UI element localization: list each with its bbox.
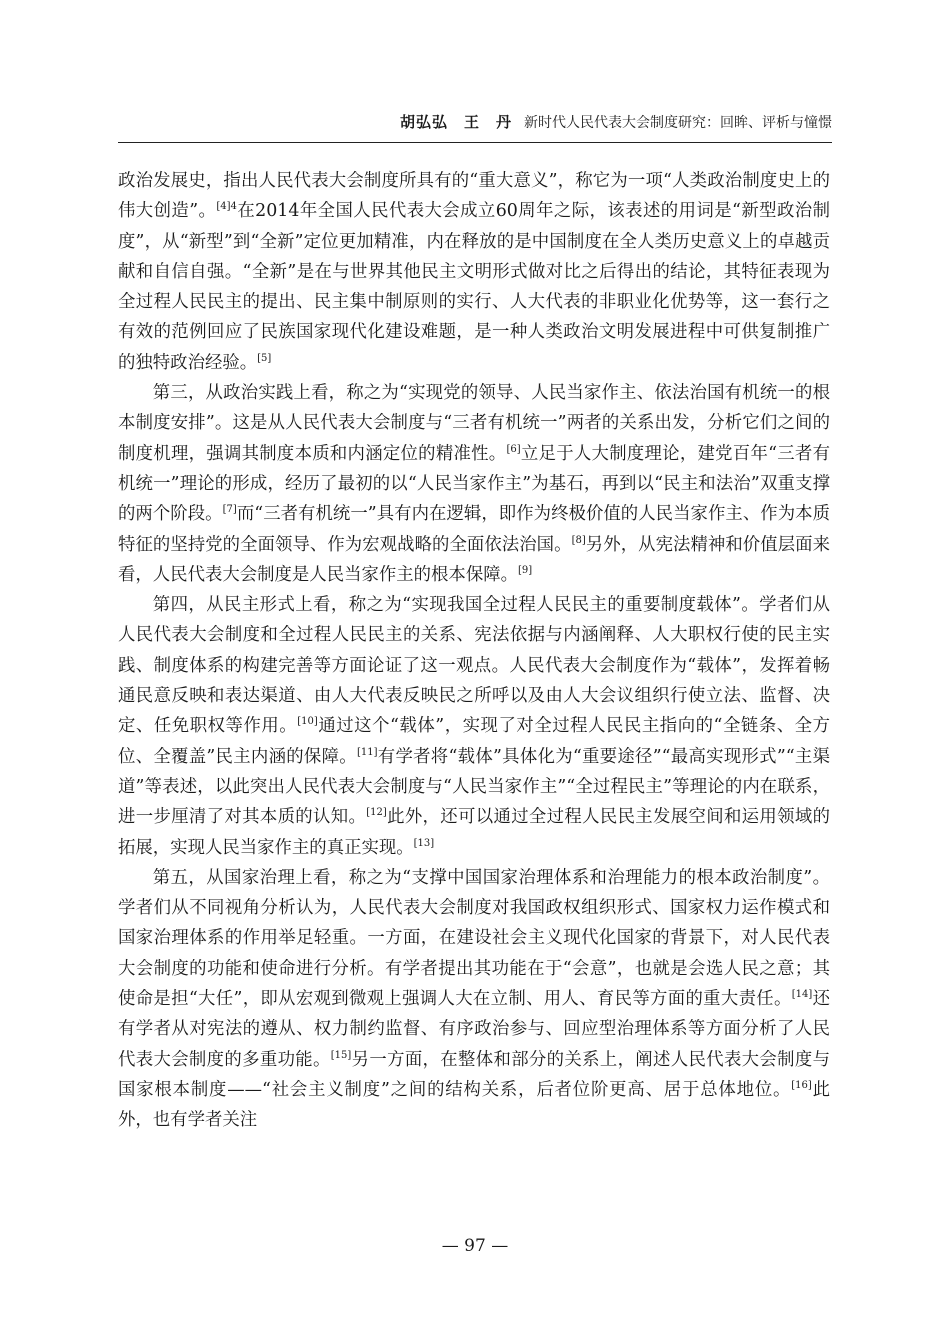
paragraph-text: 在2014年全国人民代表大会成立60周年之际，该表述的用词是“新型政治制度”，从“新型”到“全新”定位更加精准，内在释放的是中国制度在全人类历史意义上的卓越贡献和自信自强。“全新”是在与世界其他民主文明形式做对比之后得出的结论，其特征表现为全过程人民民主的提出、民主集中制原则的实行、人大代表的非职业化优势等，这一套行之有效的范例回应了民族国家现代化建设难题，是一种人类政治文明发展进程中可供复制推广的独特政治经验。 xyxy=(118,201,830,373)
body-paragraph xyxy=(118,378,830,590)
running-header xyxy=(118,112,832,133)
header-rule xyxy=(118,142,832,143)
citation-ref: [5] xyxy=(257,352,272,364)
paragraph-text: 此外，也有学者关注 xyxy=(118,1079,830,1131)
paragraph-text: 第四，从民主形式上看，称之为“实现我国全过程人民民主的重要制度载体”。学者们从人民代表大会制度和全过程人民民主的关系、宪法依据与内涵阐释、人大职权行使的民主实践、制度体系的构建完善等方面论证了这一观点。人民代表大会制度作为“载体”，发挥着畅通民意反映和表达渠道、由人大代表反映民之所呼以及由人大会议组织行使立法、监督、决定、任免职权等作用。 xyxy=(118,595,830,737)
paragraph-text: 还有学者从对宪法的遵从、权力制约监督、有序政治参与、回应型治理体系等方面分析了人民代表大会制度的多重功能。 xyxy=(118,989,830,1070)
paragraph-text: 通过这个“载体”，实现了对全过程人民民主指向的“全链条、全方位、全覆盖”民主内涵的保障。 xyxy=(118,716,830,767)
citation-ref: [8] xyxy=(571,534,586,546)
body-paragraph xyxy=(118,863,830,1136)
paragraph-text: 政治发展史，指出人民代表大会制度所具有的“重大意义”，称它为一项“人类政治制度史上的伟大创造”。 xyxy=(118,171,830,222)
body-paragraph xyxy=(118,590,830,863)
paragraph-text: 此外，还可以通过全过程人民民主发展空间和运用领域的拓展，实现人民当家作主的真正实现。 xyxy=(118,807,830,858)
paragraph-text: 第五，从国家治理上看，称之为“支撑中国国家治理体系和治理能力的根本政治制度”。学者们从不同视角分析认为，人民代表大会制度对我国政权组织形式、国家权力运作模式和国家治理体系的作用举足轻重。一方面，在建设社会主义现代化国家的背景下，对人民代表大会制度的功能和使命进行分析。有学者提出其功能在于“会意”，也就是会选人民之意；其使命是担“大任”，即从宏观到微观上强调人大在立制、用人、育民等方面的重大责任。 xyxy=(118,867,830,1010)
header-article-title: 新时代人民代表大会制度研究：回眸、评析与憧憬 xyxy=(524,115,832,131)
citation-ref: [15] xyxy=(330,1049,352,1061)
header-authors: 胡弘弘 王 丹 xyxy=(399,113,512,131)
paragraph-text: 另外，从宪法精神和价值层面来看，人民代表大会制度是人民当家作主的根本保障。 xyxy=(118,534,830,585)
paragraph-text: 第三，从政治实践上看，称之为“实现党的领导、人民当家作主、依法治国有机统一的根本制度安排”。这是从人民代表大会制度与“三者有机统一”两者的关系出发，分析它们之间的制度机理，强调其制度本质和内涵定位的精准性。 xyxy=(118,383,830,464)
paragraph-text: 有学者将“载体”具体化为“重要途径”“最高实现形式”“主渠道”等表述，以此突出人民代表大会制度与“人民当家作主”“全过程民主”等理论的内在联系，进一步厘清了对其本质的认知。 xyxy=(118,746,830,828)
citation-ref: [10] xyxy=(297,716,318,728)
paragraph-text: 立足于人大制度理论，建党百年“三者有机统一”理论的形成，经历了最初的以“人民当家作主”为基石，再到以“民主和法治”双重支撑的两个阶段。 xyxy=(118,443,830,525)
citation-ref: [9] xyxy=(518,565,533,577)
body-paragraph xyxy=(118,166,830,378)
citation-ref: [7] xyxy=(222,504,237,516)
citation-ref: [14] xyxy=(791,989,813,1001)
citation-ref: [11] xyxy=(356,746,378,758)
citation-ref: [12] xyxy=(366,807,387,819)
paragraph-text: 而“三者有机统一”具有内在逻辑，即作为终极价值的人民当家作主、作为本质特征的坚持党的全面领导、作为宏观战略的全面依法治国。 xyxy=(118,504,830,555)
citation-ref: [13] xyxy=(413,837,435,849)
paragraph-text: 另一方面，在整体和部分的关系上，阐述人民代表大会制度与国家根本制度——“社会主义制度”之间的结构关系，后者位阶更高、居于总体地位。 xyxy=(118,1049,830,1100)
citation-ref: [16] xyxy=(791,1080,812,1092)
citation-ref: [4]4 xyxy=(216,201,237,213)
citation-ref: [6] xyxy=(506,443,521,455)
body-text xyxy=(118,166,830,1136)
page-number: — 97 — xyxy=(441,1236,509,1256)
